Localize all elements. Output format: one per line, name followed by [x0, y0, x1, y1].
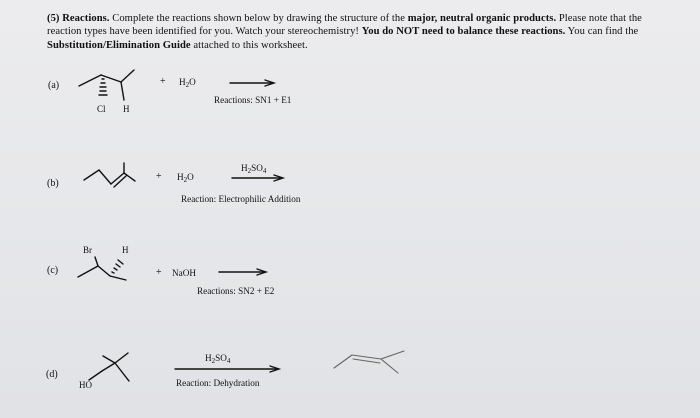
reagent-a: $H_2O$ [179, 77, 196, 89]
reaction-type-a: Reactions: SN1 + E1 [214, 95, 292, 105]
instructions-bold-1: major, neutral organic products. [407, 13, 557, 24]
hashed-bond-a [99, 79, 107, 95]
plus-b: + [156, 171, 162, 182]
problem-number: (5) [47, 13, 60, 24]
arrow-c [219, 269, 266, 275]
molecule-c [78, 257, 126, 280]
instructions-bold-2: You do NOT need to balance these reactions. [361, 26, 566, 38]
atom-ho-d: HO [79, 380, 92, 390]
molecule-b [84, 163, 135, 187]
reaction-type-b: Reaction: Electrophilic Addition [181, 194, 301, 204]
instructions-bold-3: Substitution/Elimination Guide [47, 39, 191, 51]
instructions-text-4: attached to this worksheet. [193, 39, 308, 51]
molecule-a [79, 70, 134, 100]
plus-a: + [160, 76, 166, 87]
handwritten-product-d [334, 351, 404, 373]
label-a: (a) [48, 80, 60, 91]
instructions-text-3: You can find the [567, 26, 639, 38]
catalyst-d: $H_2SO_4$ [205, 353, 231, 365]
label-b: (b) [47, 178, 59, 189]
atom-h-a: H [123, 104, 130, 114]
label-c: (c) [47, 265, 59, 276]
hashed-bond-c [112, 260, 123, 273]
arrow-d [175, 366, 279, 372]
molecule-d [89, 353, 129, 381]
arrow-b [232, 175, 283, 181]
plus-c: + [156, 267, 162, 278]
problem-title: Reactions. [62, 13, 110, 24]
reaction-type-c: Reactions: SN2 + E2 [197, 286, 275, 296]
atom-h-c: H [122, 245, 129, 255]
label-d: (d) [46, 369, 58, 380]
atom-cl-a: Cl [97, 104, 106, 114]
reagent-b: $H_2O$ [177, 172, 194, 184]
reaction-type-d: Reaction: Dehydration [176, 378, 260, 388]
instructions-text-1: Complete the reactions shown below by drawing the structure of the [112, 13, 406, 24]
reagent-c: NaOH [172, 268, 196, 278]
arrow-a [230, 80, 274, 86]
atom-br-c: Br [83, 245, 92, 255]
catalyst-b: $H_2SO_4$ [241, 163, 267, 175]
instructions-text-2: Please note that the reaction types have been identified for you. Watch your stereochemistry! [47, 13, 642, 38]
